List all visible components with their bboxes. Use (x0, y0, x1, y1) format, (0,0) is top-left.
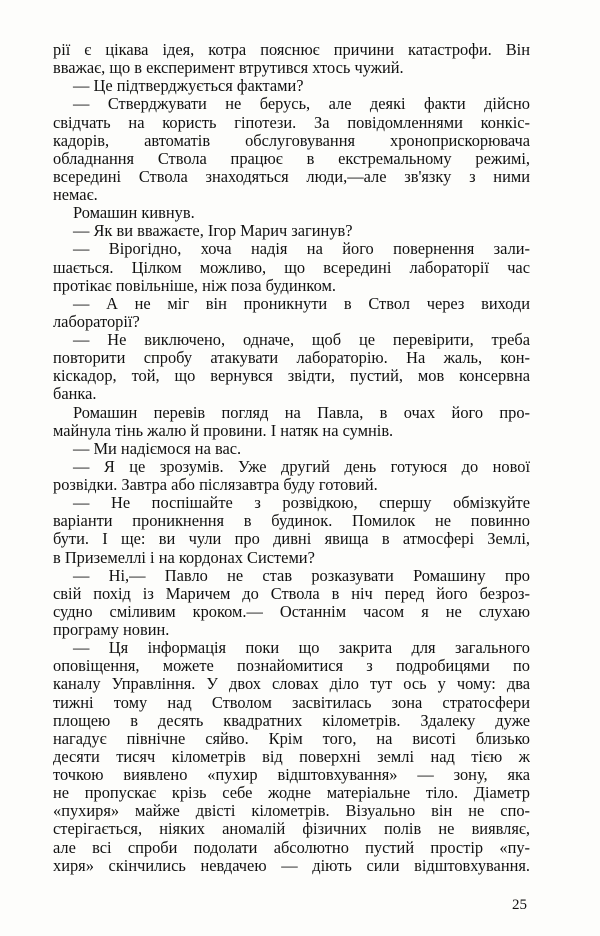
text-line: стерігається, ніяких аномалій фізичних полів не виявляє, (53, 820, 530, 839)
text-line: десяти тисяч кілометрів від поверхні землі над тією ж (53, 747, 530, 766)
text-line: — Вірогідно, хоча надія на його повернення зали- (73, 240, 530, 259)
text-line: банка. (53, 385, 97, 404)
text-line: кіскадор, той, що вернувся звідти, пустий, мов консервна (53, 367, 530, 386)
text-line: — Це підтверджується фактами? (73, 77, 304, 96)
text-line: рії є цікава ідея, котра пояснює причини катастрофи. Він (53, 41, 530, 59)
text-line: тижні тому над Стволом засвітилась зона стратосфери (53, 693, 530, 712)
text-line: свій похід із Маричем до Ствола в ніч перед його безроз- (53, 584, 530, 603)
text-line: хиря» скінчились невдачею — діють сили відштовхування. (53, 856, 530, 875)
text-line: — Ні,— Павло не став розказувати Ромашину про (73, 566, 530, 585)
text-line: оповіщення, можете познайомитися з подробицями по (53, 657, 530, 676)
text-line: всередині Ствола знаходяться люди,—але зв'язку з ними (53, 167, 530, 186)
text-line: «пухиря» майже двісті кілометрів. Візуально він не спо- (53, 802, 530, 821)
text-line: вважає, що в експеримент втрутився хтось чужий. (53, 59, 404, 78)
text-line: — Я це зрозумів. Уже другий день готуюся до нової (73, 457, 530, 476)
text-line: — Ми надіємося на вас. (73, 439, 242, 458)
text-line: — Ця інформація поки що закрита для загального (73, 639, 530, 658)
text-line: лабораторії? (53, 312, 140, 331)
text-line: — А не міг він проникнути в Ствол через виходи (73, 294, 530, 313)
text-line: варіанти проникнення в будинок. Помилок не повинно (53, 512, 530, 531)
text-line: Ромашин перевів погляд на Павла, в очах його про- (73, 403, 530, 422)
text-line: протікає повільніше, ніж поза будинком. (53, 276, 336, 295)
text-line: кадорів, автоматів обслуговування хроноприскорювача (53, 131, 530, 150)
text-line: повторити спробу атакувати лабораторію. На жаль, кон- (53, 349, 530, 368)
text-line: шається. Цілком можливо, що всередині лабораторії час (53, 258, 530, 277)
text-line: програму новин. (53, 621, 170, 639)
text-line: — Не поспішайте з розвідкою, спершу обмізкуйте (73, 494, 530, 513)
text-line: судно сміливим кроком.— Останнім часом я не слухаю (53, 602, 530, 621)
text-line: але всі спроби подолати абсолютно пустий простір «пу- (53, 838, 530, 857)
text-line: — Як ви вважаєте, Ігор Марич загинув? (73, 222, 353, 241)
text-line: в Приземеллі і на кордонах Системи? (53, 548, 315, 567)
text-line: бути. І ще: ви чули про дивні явища в атмосфері Землі, (53, 530, 530, 549)
text-line: площею в десять квадратних кілометрів. Здалеку дуже (53, 711, 530, 730)
text-line: немає. (53, 186, 98, 204)
text-line: точкою виявлено «пухир відштовхування» — зону, яка (53, 766, 530, 784)
text-line: Ромашин кивнув. (73, 204, 195, 223)
text-line: не пропускає крізь себе жодне матеріальне тіло. Діаметр (53, 784, 530, 803)
text-line: свідчать на користь гіпотези. За повідомленнями конкіс- (53, 113, 530, 132)
body-text (53, 41, 530, 875)
text-line: нагадує північне сяйво. Крім того, на висоті близько (53, 729, 530, 748)
text-line: — Не виключено, одначе, щоб це перевірити, треба (73, 331, 530, 349)
text-line: обладнання Ствола працює в екстремальному режимі, (53, 149, 530, 168)
page-number: 25 (512, 897, 527, 913)
text-line: розвідки. Завтра або післязавтра буду готовий. (53, 476, 378, 494)
text-line: — Стверджувати не берусь, але деякі факти дійсно (73, 95, 530, 114)
text-line: майнула тінь жалю й провини. І натяк на сумнів. (53, 421, 394, 440)
text-line: каналу Управління. У двох словах діло тут ось у чому: два (53, 675, 530, 694)
